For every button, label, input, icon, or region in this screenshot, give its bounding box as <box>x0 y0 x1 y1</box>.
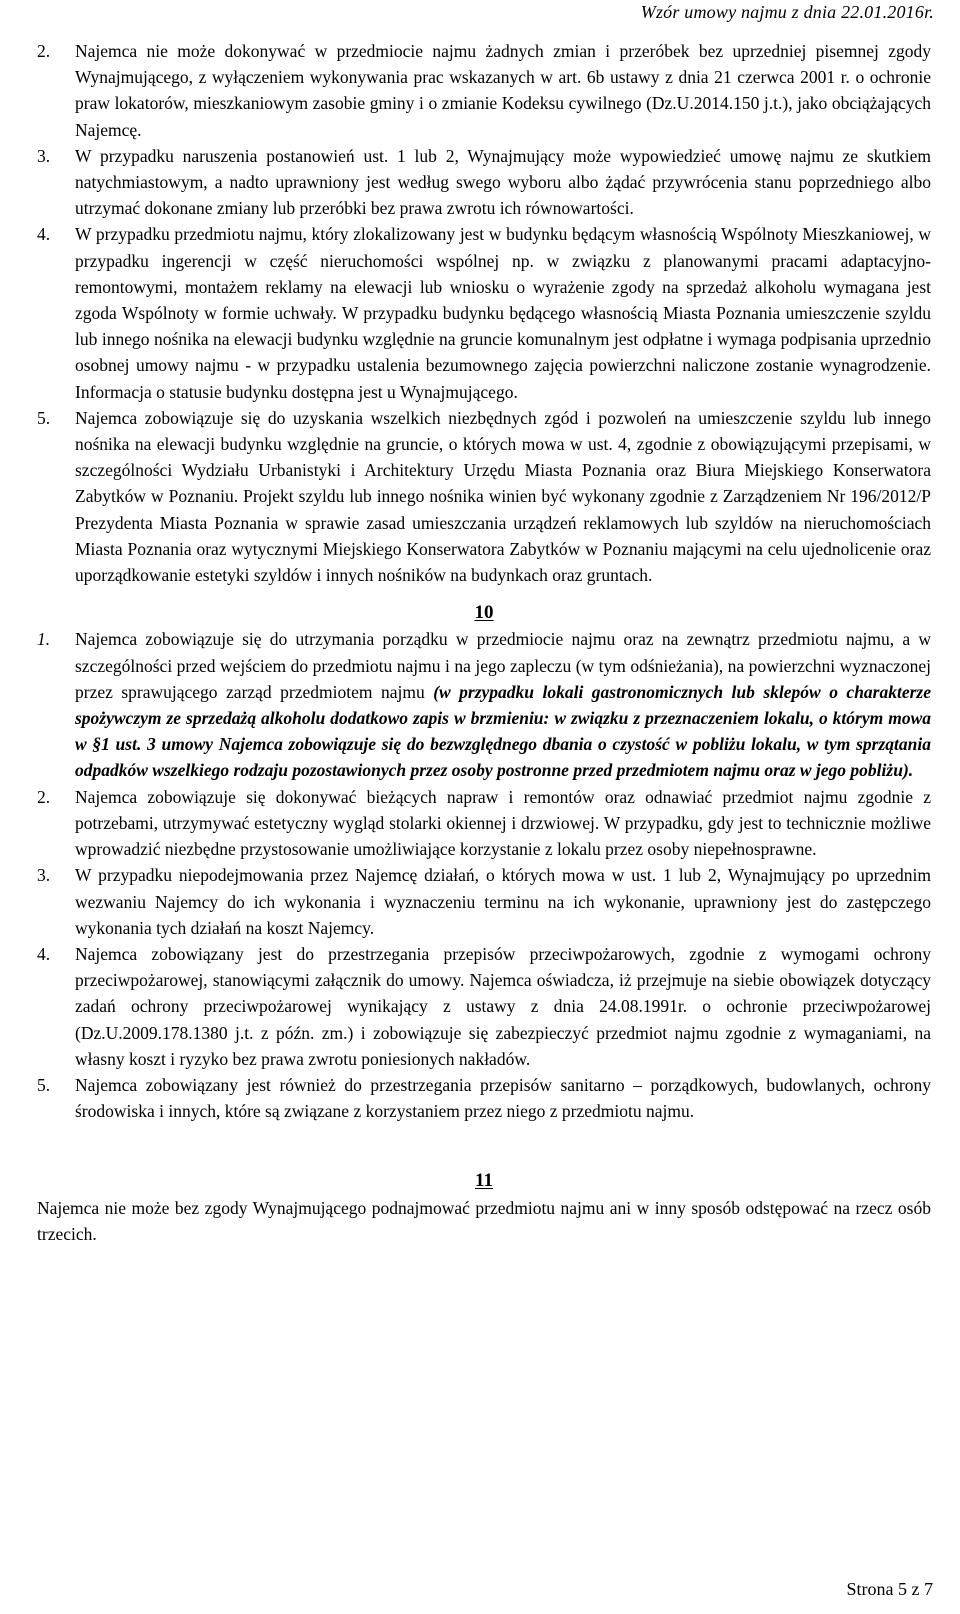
clause-number: 5. <box>37 407 51 428</box>
clause-item <box>37 862 931 941</box>
clause-number: 3. <box>37 865 51 886</box>
clause-item <box>37 38 931 143</box>
clause-item <box>37 1072 931 1124</box>
clause-item <box>37 626 931 783</box>
clause-item <box>37 405 931 588</box>
section-title-11: 11 <box>475 1170 493 1192</box>
section-title-10: 10 <box>474 602 494 624</box>
clause-number: 1. <box>37 629 51 650</box>
clause-text: W przypadku naruszenia postanowień ust. 1 lub 2, Wynajmujący może wypowiedzieć umowę najmu ze skutkiem natychmiastowym, a nadto uprawniony jest według swego wyboru albo żądać przywrócenia stanu poprzedniego albo utrzymać dokonane zmiany lub przeróbki bez prawa zwrotu ich równowartości. <box>75 145 931 219</box>
clause-number: 5. <box>37 1074 51 1095</box>
clause-number: 4. <box>37 224 51 245</box>
clause-number: 2. <box>37 41 51 61</box>
document-header: Wzór umowy najmu z dnia 22.01.2016r. <box>640 2 934 22</box>
clause-emphasis: (w przypadku lokali gastronomicznych lub sklepów o charakterze spożywczym ze sprzedażą alkoholu dodatkowo zapis w brzmieniu: w związku z przeznaczeniem lokalu, o którym mowa w §1 ust. 3 umowy Najemca zobowiązuje się do bezwzględnego dbania o czystość w pobliżu lokalu, w tym sprzątania odpadków wszelkiego rodzaju pozostawionych przez osoby postronne przed przedmiotem najmu oraz w jego pobliżu). <box>75 681 932 781</box>
clause-text: Najemca zobowiązuje się do uzyskania wszelkich niezbędnych zgód i pozwoleń na umieszczenie szyldu lub innego nośnika na elewacji budynku względnie na gruncie, o których mowa w ust. 4, zgodnie z obowiązującymi przepisami, w szczególności Wydziału Urbanistyki i Architektury Urzędu Miasta Poznania oraz Biura Miejskiego Konserwatora Zabytków w Poznaniu. Projekt szyldu lub innego nośnika winien być wykonany zgodnie z Zarządzeniem Nr 196/2012/P Prezydenta Miasta Poznania w sprawie zasad umieszczania urządzeń reklamowych lub szyldów na nieruchomościach Miasta Poznania oraz wytycznymi Miejskiego Konserwatora Zabytków w Poznaniu mającymi na celu ujednolicenie oraz uporządkowanie estetyki szyldów i innych nośników na budynkach oraz gruntach. <box>75 407 931 586</box>
clause-item <box>37 784 931 863</box>
clause-text: Najemca zobowiązuje się do utrzymania porządku w przedmiocie najmu oraz na zewnątrz przedmiotu najmu, a w szczególności przed wejściem do przedmiotu najmu i na jego zapleczu (w tym odśnieżania), na powierzchni wyznaczonej przez sprawującego zarząd przedmiotem najmu <box>75 629 931 702</box>
page-number: Strona 5 z 7 <box>846 1579 933 1599</box>
document-body <box>37 38 931 1247</box>
clause-text: W przypadku niepodejmowania przez Najemcę działań, o których mowa w ust. 1 lub 2, Wynajmujący po uprzednim wezwaniu Najemcy do ich wykonania i wyznaczeniu terminu na ich wykonanie, uprawniony jest do zastępczego wykonania tych działań na koszt Najemcy. <box>75 865 931 938</box>
clause-number: 4. <box>37 943 51 964</box>
clause-item <box>37 221 931 404</box>
clause-item <box>37 941 931 1072</box>
clause-text: Najemca nie może dokonywać w przedmiocie najmu żadnych zmian i przeróbek bez uprzedniej pisemnej zgody Wynajmującego, z wyłączeniem wykonywania prac wskazanych w art. 6b ustawy z dnia 21 czerwca 2001 r. o ochronie praw lokatorów, mieszkaniowym zasobie gminy i o zmianie Kodeksu cywilnego (Dz.U.2014.150 j.t.), jako obciążających Najemcę. <box>75 41 931 140</box>
clause-number: 2. <box>37 786 51 807</box>
clause-text: Najemca zobowiązuje się dokonywać bieżących napraw i remontów oraz odnawiać przedmiot najmu zgodnie z potrzebami, utrzymywać estetyczny wygląd stolarki okiennej i drzwiowej. W przypadku, gdy jest to technicznie możliwe wprowadzić niezbędne przystosowanie umożliwiające korzystanie z lokalu przez osoby niepełnosprawne. <box>75 786 931 860</box>
clause-item <box>37 143 931 222</box>
section-11-paragraph: Najemca nie może bez zgody Wynajmującego podnajmować przedmiotu najmu ani w inny sposób odstępować na rzecz osób trzecich. <box>37 1197 931 1244</box>
clause-text: Najemca zobowiązany jest również do przestrzegania przepisów sanitarno – porządkowych, budowlanych, ochrony środowiska i innych, które są związane z korzystaniem przez niego z przedmiotu najmu. <box>75 1074 931 1122</box>
clause-text: Najemca zobowiązany jest do przestrzegania przepisów przeciwpożarowych, zgodnie z wymogami ochrony przeciwpożarowej, stanowiącymi załącznik do umowy. Najemca oświadcza, iż przejmuje na siebie obowiązek dotyczący zadań ochrony przeciwpożarowej wynikający z ustawy z dnia 24.08.1991r. o ochronie przeciwpożarowej (Dz.U.2009.178.1380 j.t. z późn. zm.) i zobowiązuje się zabezpieczyć przedmiot najmu zgodnie z wymaganiami, na własny koszt i ryzyko bez prawa zwrotu poniesionych nakładów. <box>75 943 931 1069</box>
clause-text: W przypadku przedmiotu najmu, który zlokalizowany jest w budynku będącym własnością Wspólnoty Mieszkaniowej, w przypadku ingerencji w część nieruchomości wspólnej np. w związku z planowanymi pracami adaptacyjno-remontowymi, montażem reklamy na elewacji lub wniosku o wyrażenie zgody na sprzedaż alkoholu wymagana jest zgoda Wspólnoty w formie uchwały. W przypadku budynku będącego własnością Miasta Poznania umieszczenie szyldu lub innego nośnika na elewacji budynku względnie na gruncie komunalnym jest odpłatne i wymaga podpisania uprzednio osobnej umowy najmu - w przypadku ustalenia bezumownego zajęcia powierzchni naliczone zostanie wynagrodzenie. Informacja o statusie budynku dostępna jest u Wynajmującego. <box>75 224 931 402</box>
clause-number: 3. <box>37 145 51 166</box>
